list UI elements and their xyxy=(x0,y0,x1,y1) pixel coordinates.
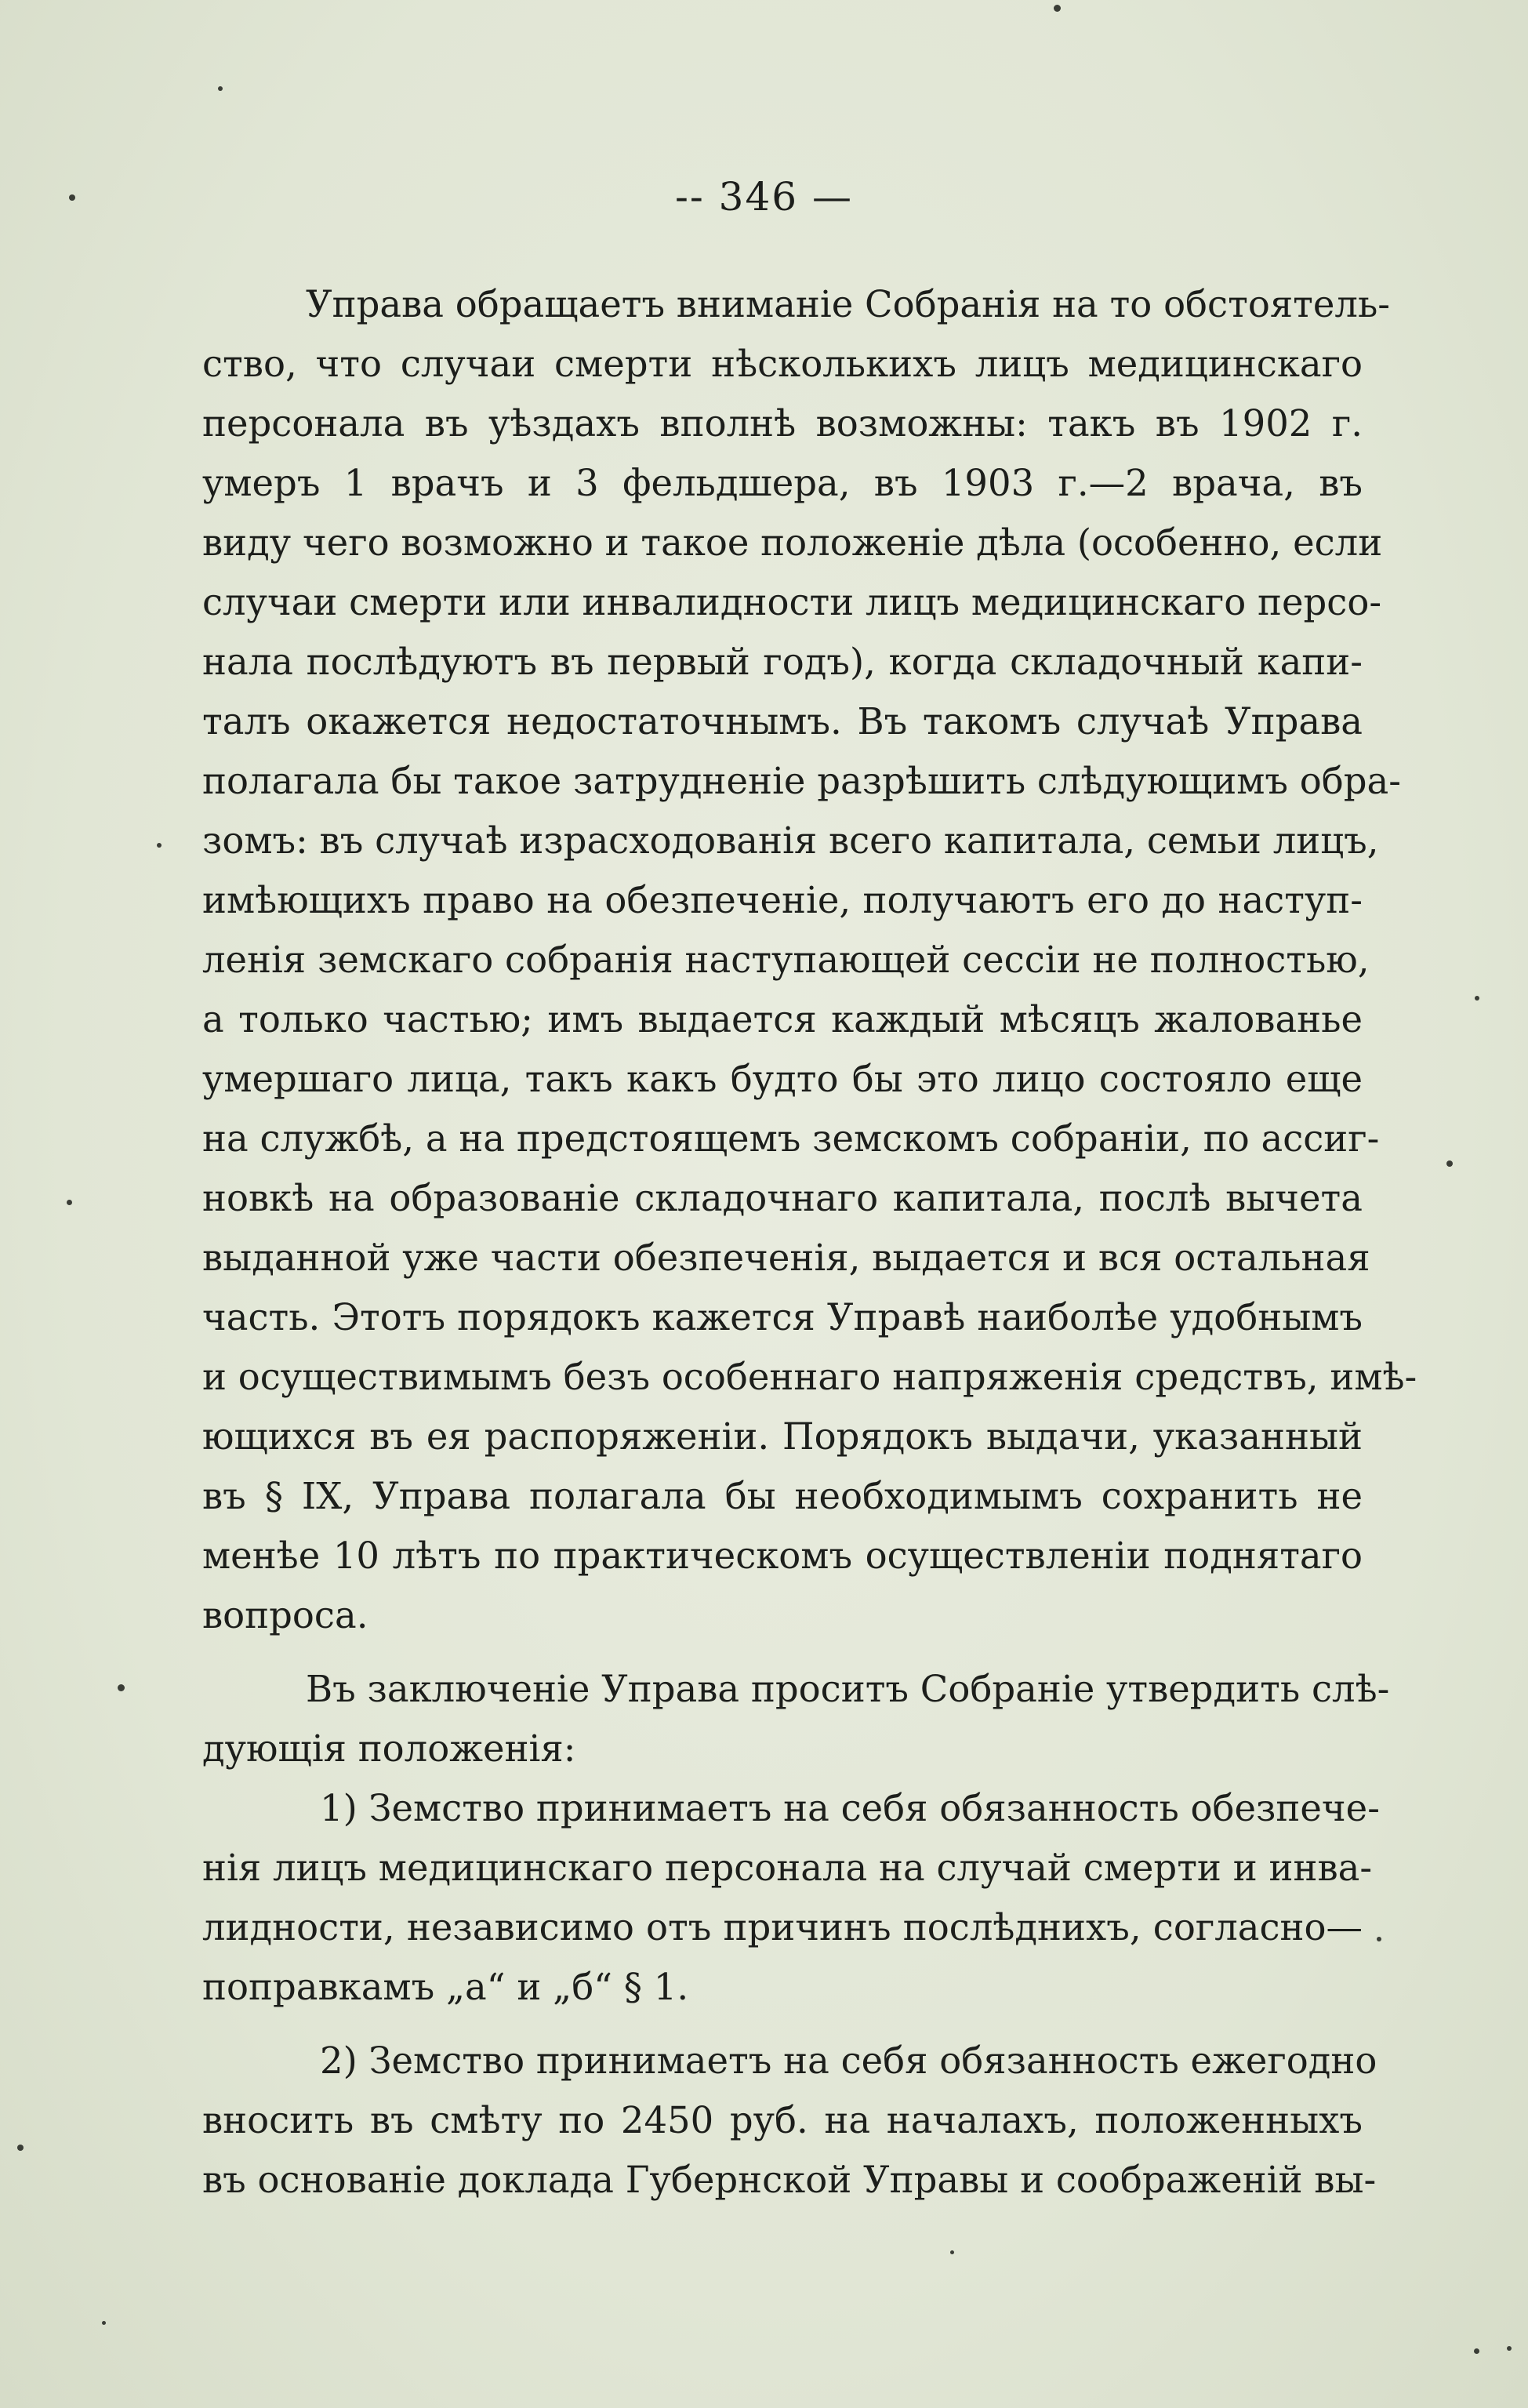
text-line: умеръ 1 врачъ и 3 фельдшера, въ 1903 г.—2 врача, въ xyxy=(202,462,1363,504)
paper-speck xyxy=(67,1200,72,1205)
text-line: 2) Земство принимаетъ на себя обязанность ежегодно xyxy=(320,2039,1377,2082)
text-line: 1) Земство принимаетъ на себя обязанность обезпече- xyxy=(320,1787,1380,1829)
text-line: ство, что случаи смерти нѣсколькихъ лицъ медицинскаго xyxy=(202,343,1363,385)
text-line: талъ окажется недостаточнымъ. Въ такомъ случаѣ Управа xyxy=(202,700,1363,743)
paper-speck xyxy=(157,843,162,848)
paper-speck xyxy=(1475,996,1479,1001)
paper-speck xyxy=(1474,2348,1479,2354)
text-line: а только частью; имъ выдается каждый мѣсяцъ жалованье xyxy=(202,998,1363,1041)
text-line: на службѣ, а на предстоящемъ земскомъ собраніи, по ассиг- xyxy=(202,1117,1380,1160)
paper-speck xyxy=(1446,1160,1453,1167)
text-line: лидности, независимо отъ причинъ послѣднихъ, согласно— xyxy=(202,1906,1363,1949)
text-line: въ основаніе доклада Губернской Управы и соображеній вы- xyxy=(202,2159,1377,2201)
text-line: зомъ: въ случаѣ израсходованія всего капитала, семьи лицъ, xyxy=(202,819,1379,862)
paper-speck xyxy=(17,2145,24,2151)
text-line: случаи смерти или инвалидности лицъ медицинскаго персо- xyxy=(202,581,1382,623)
text-line: ющихся въ ея распоряженіи. Порядокъ выдачи, указанный xyxy=(202,1415,1363,1458)
paper-speck xyxy=(1377,1937,1381,1941)
text-line: вносить въ смѣту по 2450 руб. на началахъ, положенныхъ xyxy=(202,2099,1363,2141)
text-line: имѣющихъ право на обезпеченіе, получаютъ его до наступ- xyxy=(202,879,1363,921)
paper-speck xyxy=(118,1684,125,1691)
paper-speck xyxy=(1054,5,1061,12)
text-line: въ § IX, Управа полагала бы необходимымъ сохранить не xyxy=(202,1475,1363,1517)
text-line: поправкамъ „а“ и „б“ § 1. xyxy=(202,1966,689,2008)
text-line: и осуществимымъ безъ особеннаго напряженія средствъ, имѣ- xyxy=(202,1356,1417,1398)
paper-speck xyxy=(69,194,75,201)
page-number: -- 346 — xyxy=(674,174,853,220)
text-line: часть. Этотъ порядокъ кажется Управѣ наиболѣе удобнымъ xyxy=(202,1296,1363,1338)
paper-speck xyxy=(102,2321,106,2325)
text-line: менѣе 10 лѣтъ по практическомъ осуществленіи поднятаго xyxy=(202,1535,1363,1577)
paper-speck xyxy=(218,86,223,91)
text-line: нія лицъ медицинскаго персонала на случай смерти и инва- xyxy=(202,1847,1373,1889)
text-line: виду чего возможно и такое положеніе дѣла (особенно, если xyxy=(202,521,1383,564)
text-line: Въ заключеніе Управа проситъ Собраніе утвердить слѣ- xyxy=(306,1668,1390,1710)
text-line: полагала бы такое затрудненіе разрѣшить слѣдующимъ обра- xyxy=(202,760,1401,802)
text-line: выданной уже части обезпеченія, выдается и вся остальная xyxy=(202,1237,1370,1279)
paper-speck xyxy=(1507,2346,1512,2351)
text-line: вопроса. xyxy=(202,1594,368,1636)
text-line: персонала въ уѣздахъ вполнѣ возможны: такъ въ 1902 г. xyxy=(202,402,1363,445)
text-line: дующія положенія: xyxy=(202,1727,576,1770)
text-line: Управа обращаетъ вниманіе Собранія на то обстоятель- xyxy=(306,283,1390,325)
text-line: нала послѣдуютъ въ первый годъ), когда складочный капи- xyxy=(202,641,1363,683)
paper-speck xyxy=(950,2250,954,2254)
text-line: ленія земскаго собранія наступающей сессіи не полностью, xyxy=(202,939,1370,981)
text-line: умершаго лица, такъ какъ будто бы это лицо состояло еще xyxy=(202,1058,1363,1100)
page-body xyxy=(202,274,1417,2210)
text-line: новкѣ на образованіе складочнаго капитала, послѣ вычета xyxy=(202,1177,1363,1219)
